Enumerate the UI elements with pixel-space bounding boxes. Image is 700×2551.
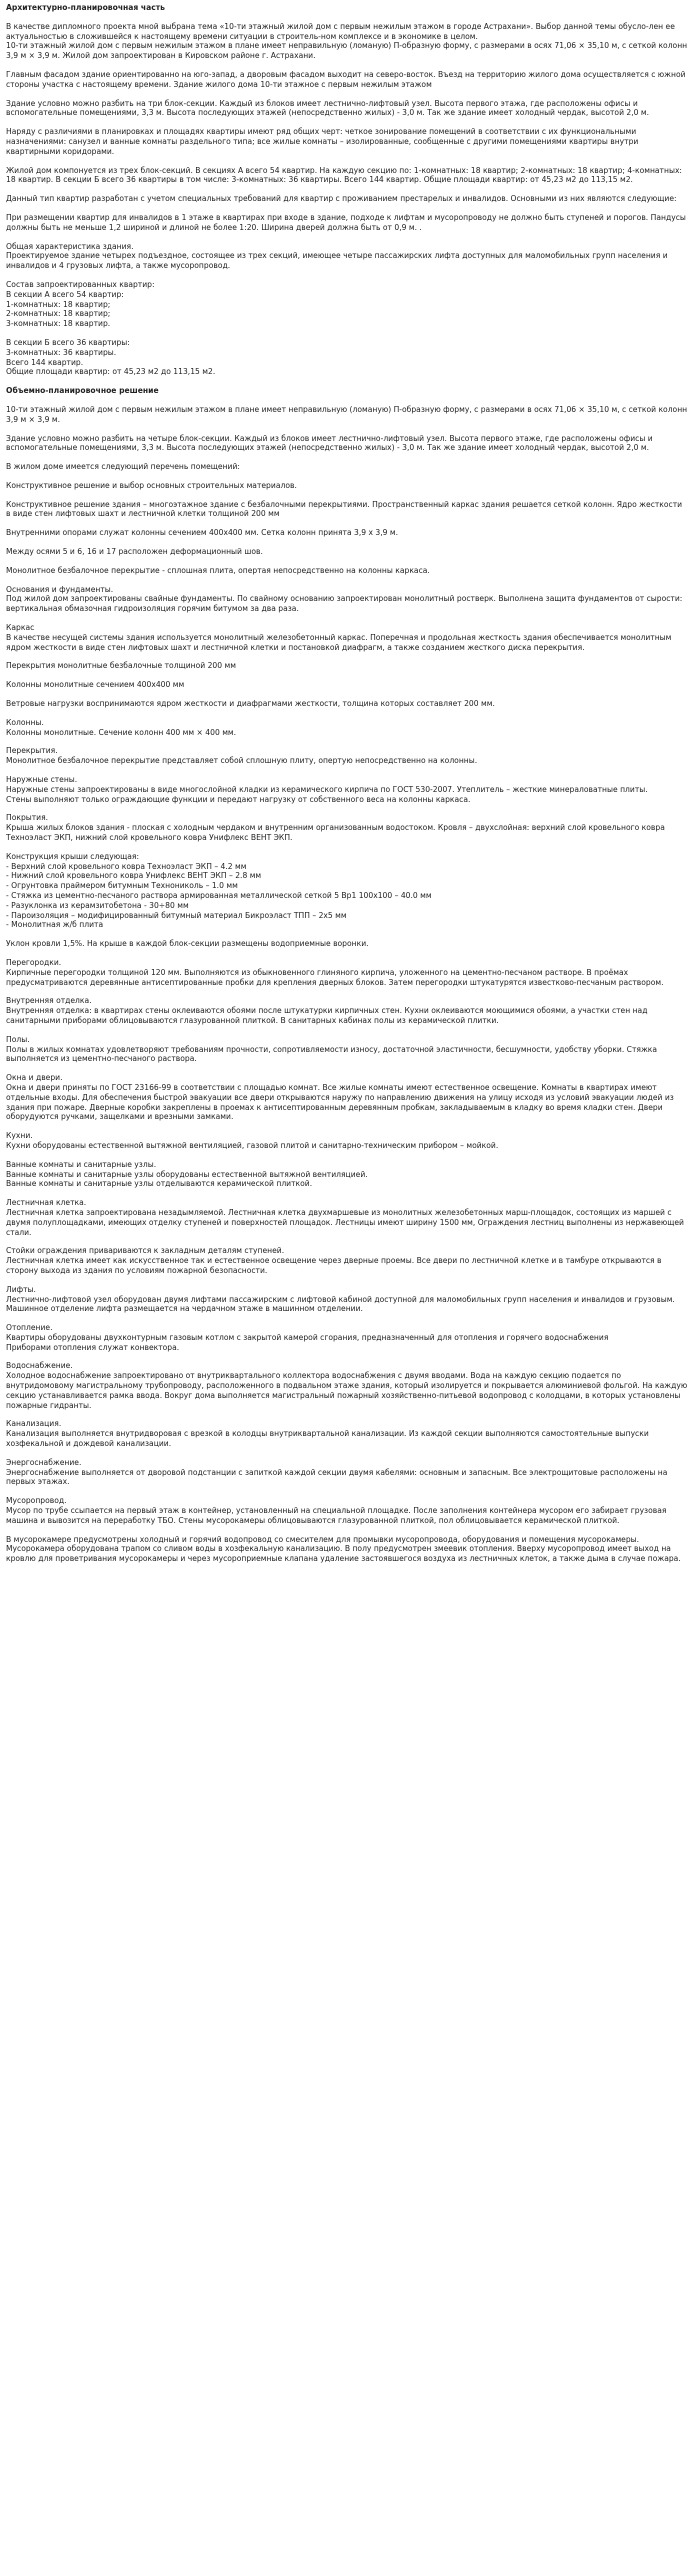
text-line: 10-ти этажный жилой дом с первым нежилым этажом в плане имеет неправильную (ломаную) П-образную форму, с размерами в осях 71,06 × 35,10 м, с сеткой колонн 3,9 м × 3,9 м. Жилой дом запроектирован в Кировском районе г. Астрахани. <box>6 41 688 61</box>
text-line: Жилой дом компонуется из трех блок-секций. В секциях А всего 54 квартир. На каждую секцию по: 1-комнатных: 18 квартир; 2-комнатных: 18 квартир; 4-комнатных: 18 квартир. В секции Б всего 36 квартиры в том числе: 3-комнатных: 36 квартиры. Всего 144 квартир. Общие площади квартир: от 45,23 м2 до 113,15 м2. <box>6 165 682 185</box>
paragraph <box>6 718 688 738</box>
text-line: Монолитное безбалочное перекрытие - сплошная плита, опертая непосредственно на колонны каркаса. <box>6 565 430 575</box>
text-line: Конструкция крыши следующая: <box>6 851 140 861</box>
text-line: Холодное водоснабжение запроектировано от внутриквартального коллектора водоснабжения с двумя вводами. Вода на каждую секцию подается по внутридомовому магистральному трубопроводу, расположенного в подвальном этаже здания, который изолируется и покрывается алюминиевой фольгой. На каждую секцию устанавливается рамка ввода. Вокруг дома выполняется магистральный пожарный хозяйственно-питьевой водопровод с колодцами, в которых установлены пожарные гидранты. <box>6 1371 688 1410</box>
text-line: Полы в жилых комнатах удовлетворяют требованиям прочности, сопротивляемости износу, достаточной эластичности, бесшумности, удобству уборки. Стяжка выполняется из цементно-песчаного раствора. <box>6 1044 658 1064</box>
paragraph <box>6 481 688 491</box>
text-line: Энергоснабжение выполняется от дворовой подстанции с запиткой каждой секции двумя кабелями: основным и запасным. Все электрощитовые расположены на первых этажах. <box>6 1467 668 1487</box>
text-line: Машинное отделение лифта размещается на чердачном этаже в машинном отделении. <box>6 1304 363 1314</box>
paragraph <box>6 405 688 425</box>
paragraph <box>6 242 688 271</box>
text-line: Крыша жилых блоков здания - плоская с холодным чердаком и внутренним организованным водостоком. Кровля – двухслойная: верхний слой кровельного ковра Техноэласт ЭКП, нижний слой кровельного ковра Унифлекс ВЕНТ ЭКП. <box>6 823 665 843</box>
text-line: Стойки ограждения привариваются к закладным деталям ступеней. <box>6 1246 285 1256</box>
text-line: Лестничная клетка запроектирована незадымляемой. Лестничная клетка двухмаршевые из монолитных железобетонных марш-площадок, состоящих из маршей с двумя полуплощадками, имеющих отделку ступеней и поверхностей площадок. Лестницы имеют ширину 1500 мм, Ограждения лестниц выполнены из нержавеющей стали. <box>6 1207 684 1237</box>
paragraph <box>6 1131 688 1151</box>
text-line: Между осями 5 и 6, 16 и 17 расположен деформационный шов. <box>6 547 263 557</box>
text-line: Данный тип квартир разработан с учетом специальных требований для квартир с проживанием престарелых и инвалидов. Основными из них являются следующие: <box>6 194 677 204</box>
paragraph <box>6 1458 688 1487</box>
paragraph <box>6 661 688 671</box>
text-line: Монолитное безбалочное перекрытие представляет собой сплошную плиту, опертую непосредственно на колонны. <box>6 756 478 766</box>
text-line: Внутренними опорами служат колонны сечением 400х400 мм. Сетка колонн принята 3,9 х 3,9 м. <box>6 528 399 538</box>
paragraph <box>6 1419 688 1448</box>
text-line: Архитектурно-планировочная часть <box>6 3 165 12</box>
text-line: Лестничная клетка имеет как искусственное так и естественное освещение через дверные проемы. Все двери по лестничной клетке и в тамбуре открываются в сторону выхода из здания по условиям пожарной безопасности. <box>6 1256 662 1275</box>
paragraph <box>6 1535 688 1564</box>
paragraph <box>6 213 688 233</box>
paragraph <box>6 1035 688 1064</box>
text-line: Конструктивное решение здания – многоэтажное здание с безбалочными перекрытиями. Пространственный каркас здания решается сеткой колонн. Ядро жесткости в виде стен лифтовых шахт и лестничной клетки толщиной 200 мм <box>6 499 683 519</box>
paragraph <box>6 1496 688 1525</box>
text-line: Общие площади квартир: от 45,23 м2 до 113,15 м2. <box>6 367 216 377</box>
paragraph <box>6 500 688 520</box>
paragraph <box>6 623 688 652</box>
text-line: Наружные стены. <box>6 775 78 785</box>
paragraph <box>6 1073 688 1122</box>
text-line: Мусор по трубе ссыпается на первый этаж в контейнер, установленный на специальной площадке. После заполнения контейнера мусором его забирает грузовая машина и вывозится на переработку ТБО. Стены мусорокамеры облицовываются глазурованной плиткой, пол облицовывается керамической плиткой. <box>6 1506 667 1525</box>
paragraph <box>6 528 688 538</box>
text-line: Покрытия. <box>6 813 49 823</box>
text-line: Перекрытия монолитные безбалочные толщиной 200 мм <box>6 661 236 671</box>
text-line: Водоснабжение. <box>6 1361 73 1371</box>
text-line: Колонны монолитные. Сечение колонн 400 мм × 400 мм. <box>6 727 237 737</box>
text-line: Кухни. <box>6 1131 33 1141</box>
text-line: В секции Б всего 36 квартиры: <box>6 337 130 347</box>
text-line: - Разуклонка из керамзитобетона - 30÷80 мм <box>6 900 189 910</box>
paragraph <box>6 1323 688 1352</box>
text-line: Главным фасадом здание ориентированно на юго-запад, а дворовым фасадом выходит на северо-восток. Въезд на территорию жилого дома осуществляется с южной стороны участка с настоящему времени. Здание жилого дома 10-ти этажное с первым нежилым этажом <box>6 69 686 89</box>
text-line: Конструктивное решение и выбор основных строительных материалов. <box>6 480 297 490</box>
text-line: Перекрытия. <box>6 746 58 756</box>
text-line: Уклон кровли 1,5%. На крыше в каждой блок-секции размещены водоприемные воронки. <box>6 939 369 949</box>
text-line: Ванные комнаты и санитарные узлы оборудованы естественной вытяжной вентиляцией. <box>6 1169 368 1179</box>
text-line: - Огрунтовка праймером битумным Технониколь – 1.0 мм <box>6 881 238 891</box>
text-line: Лестнично-лифтовой узел оборудован двумя лифтами пассажирским с лифтовой кабиной доступной для маломобильных групп населения и инвалидов и грузовым. <box>6 1294 675 1304</box>
paragraph <box>6 585 688 614</box>
text-line: Основания и фундаменты. <box>6 584 114 594</box>
text-line: Отопление. <box>6 1323 53 1333</box>
paragraph <box>6 699 688 709</box>
paragraph <box>6 746 688 766</box>
text-line: В жилом доме имеется следующий перечень помещений: <box>6 462 240 472</box>
text-line: 3-комнатных: 18 квартир. <box>6 319 111 329</box>
text-line: Здание условно можно разбить на три блок-секции. Каждый из блоков имеет лестнично-лифтовый узел. Высота первого этажа, где расположены офисы и вспомогательные помещениями, 3,3 м. Высота последующих этажей (непосредственно жилых) - 3,0 м. Так же здание имеет холодный чердак, высотой 2,0 м. <box>6 98 650 118</box>
text-line: Всего 144 квартир. <box>6 357 84 367</box>
text-line: Внутренняя отделка. <box>6 996 92 1006</box>
paragraph <box>6 566 688 576</box>
text-line: 10-ти этажный жилой дом с первым нежилым этажом в плане имеет неправильную (ломаную) П-образную форму, с размерами в осях 71,06 × 35,10 м, с сеткой колонн 3,9 м × 3,9 м. <box>6 404 688 424</box>
text-line: Состав запроектированных квартир: <box>6 279 155 289</box>
text-line: - Пароизоляция – модифицированный битумный материал Бикроэласт ТПП – 2х5 мм <box>6 910 347 920</box>
paragraph <box>6 1361 688 1410</box>
paragraph <box>6 127 688 156</box>
paragraph <box>6 680 688 690</box>
text-line: Каркас <box>6 623 35 633</box>
text-line: Кирпичные перегородки толщиной 120 мм. Выполняются из обыкновенного глиняного кирпича, уложенного на цементно-песчаном растворе. В проёмах предусматриваются деревянные антисептированные пробки для крепления дверных блоков. Затем перегородки штукатурятся известково-песчаным раствором. <box>6 967 664 987</box>
text-line: - Верхний слой кровельного ковра Техноэласт ЭКП – 4.2 мм <box>6 861 247 871</box>
text-line: В качестве дипломного проекта мной выбрана тема «10-ти этажный жилой дом с первым нежилым этажом в городе Астрахани». Выбор данной темы обусло-лен ее актуальностью в сложившейся к настоящему времени ситуации в строитель-ном комплексе и в экономике в целом. <box>6 21 675 41</box>
text-line: В качестве несущей системы здания используется монолитный железобетонный каркас. Поперечная и продольная жесткость здания обеспечивается монолитным ядром жесткости в виде стен лифтовых шахт и лестничной клетки и постановкой диафрагм, а также созданием жесткого диска перекрытия. <box>6 632 672 652</box>
text-line: Лифты. <box>6 1284 36 1294</box>
text-line: Ветровые нагрузки воспринимаются ядром жесткости и диафрагмами жесткости, толщина которых составляет 200 мм. <box>6 699 495 709</box>
paragraph <box>6 280 688 329</box>
text-line: 2-комнатных: 18 квартир; <box>6 309 111 319</box>
paragraph <box>6 462 688 472</box>
text-line: 1-комнатных: 18 квартир; <box>6 299 111 309</box>
paragraph <box>6 194 688 204</box>
text-line: - Стяжка из цементно-песчаного раствора армированная металлической сеткой 5 Вр1 100х100 – 40.0 мм <box>6 891 432 900</box>
paragraph <box>6 338 688 377</box>
paragraph <box>6 939 688 949</box>
text-line: Колонны. <box>6 717 44 727</box>
text-line: Канализация выполняется внутридворовая с врезкой в колодцы внутриквартальной канализации. Из каждой секции выполняются самостоятельные выпуски хозфекальной и дождевой канализации. <box>6 1429 649 1449</box>
paragraph <box>6 958 688 987</box>
text-line: Наряду с различиями в планировках и площадях квартиры имеют ряд общих черт: четкое зонирование помещений в соответствии с их функциональными назначениями: санузел и ванные комнаты раздельного типа; все жилые комнаты – изолированные, сообщенные с другими помещениями квартиры внутри квартирными коридорами. <box>6 127 639 156</box>
paragraph <box>6 1246 688 1275</box>
text-line: Энергоснабжение. <box>6 1457 82 1467</box>
paragraph <box>6 813 688 842</box>
text-line: Объемно-планировочное решение <box>6 386 159 396</box>
paragraph <box>6 166 688 186</box>
paragraph <box>6 852 688 930</box>
text-line: Колонны монолитные сечением 400х400 мм <box>6 680 185 690</box>
text-line: - Нижний слой кровельного ковра Унифлекс ВЕНТ ЭКП – 2.8 мм <box>6 871 262 881</box>
paragraph <box>6 1160 688 1189</box>
text-line: Лестничная клетка. <box>6 1198 87 1208</box>
text-line: Квартиры оборудованы двухконтурным газовым котлом с закрытой камерой сгорания, предназначенный для отопления и горячего водоснабжения <box>6 1332 609 1342</box>
paragraph <box>6 1285 688 1314</box>
text-line: В мусорокамере предусмотрены холодный и горячий водопровод со смесителем для промывки мусоропровода, оборудования и помещения мусорокамеры. Мусорокамера оборудована трапом со сливом воды в хозфекальную канализацию. В полу предусмотрен змеевик отопления. Вверху мусоропровод имеет выход на кровлю для проветривания мусорокамеры и через мусороприемные клапана удаление застоявшегося воздуха из лестничных клеток, а также дыма в случае пожара. <box>6 1534 681 1564</box>
text-line: Внутренняя отделка: в квартирах стены оклеиваются обоями после штукатурки кирпичных стен. Кухни оклеиваются моющимися обоями, а участки стен над санитарными приборами облицовываются глазурованной плиткой. В санитарных кабинах полы из керамической плитки. <box>6 1006 648 1025</box>
text-line: Окна и двери приняты по ГОСТ 23166-99 в соответствии с площадью комнат. Все жилые комнаты имеют естественное освещение. Комнаты в квартирах имеют отдельные входы. Для обеспечения быстрой эвакуации все двери открываются наружу по направлению движения на улицу исходя из условий эвакуации людей из здания при пожаре. Дверные коробки закреплены в проемах к антисептированным деревянным пробкам, закладываемым в кладку во время кладки стен. Двери оборудуются ручками, защелками и врезными замками. <box>6 1082 674 1122</box>
paragraph <box>6 1198 688 1237</box>
text-line: Общая характеристика здания. <box>6 241 134 251</box>
paragraph <box>6 775 688 804</box>
paragraph <box>6 996 688 1025</box>
text-line: При размещении квартир для инвалидов в 1 этаже в квартирах при входе в здание, подходе к лифтам и мусоропроводу не должно быть ступеней и порогов. Пандусы должны быть не меньше 1,2 шириной и длиной не более 1:20. Ширина дверей должна быть от 0,9 м. . <box>6 212 686 232</box>
paragraph <box>6 22 688 61</box>
text-line: 3-комнатных: 36 квартиры. <box>6 347 117 357</box>
text-line: Стены выполняют только ограждающие функции и передают нагрузку от собственного веса на колонны каркаса. <box>6 794 471 804</box>
text-line: Полы. <box>6 1034 30 1044</box>
section-heading <box>6 386 688 396</box>
text-line: Приборами отопления служат конвектора. <box>6 1342 180 1352</box>
text-line: Канализация. <box>6 1419 62 1429</box>
text-line: Наружные стены запроектированы в виде многослойной кладки из керамического кирпича по ГОСТ 530-2007. Утеплитель – жесткие минераловатные плиты. <box>6 784 648 794</box>
text-line: Ванные комнаты и санитарные узлы. <box>6 1159 157 1169</box>
text-line: Здание условно можно разбить на четыре блок-секции. Каждый из блоков имеет лестнично-лифтовый узел. Высота первого этаже, где расположены офисы и вспомогательные помещениями, 3,3 м. Высота последующих этажей (непосредственно жилых) - 3,0 м. Так же здание имеет холодный чердак, высотой 2,0 м. <box>6 433 653 453</box>
paragraph <box>6 547 688 557</box>
paragraph <box>6 70 688 90</box>
text-line: Проектируемое здание четырех подъездное, состоящее из трех секций, имеющее четыре пассажирских лифта доступных для маломобильных групп населения и инвалидов и 4 грузовых лифта, а также мусоропровод. <box>6 251 668 271</box>
text-line: - Монолитная ж/б плита <box>6 920 104 930</box>
paragraph <box>6 434 688 454</box>
text-line: Ванные комнаты и санитарные узлы отделываются керамической плиткой. <box>6 1179 313 1189</box>
text-line: Под жилой дом запроектированы свайные фундаменты. По свайному основанию запроектирован монолитный ростверк. Выполнена защита фундаментов от сырости: вертикальная обмазочная гидроизоляция горячим битумом за два раза. <box>6 594 683 614</box>
text-line: Перегородки. <box>6 957 62 967</box>
text-line: Мусоропровод. <box>6 1496 67 1506</box>
section-heading <box>6 3 688 13</box>
paragraph <box>6 99 688 119</box>
text-line: В секции А всего 54 квартир: <box>6 289 124 299</box>
text-line: Кухни оборудованы естественной вытяжной вентиляцией, газовой плитой и санитарно-техническим прибором – мойкой. <box>6 1140 499 1150</box>
text-line: Окна и двери. <box>6 1073 63 1083</box>
